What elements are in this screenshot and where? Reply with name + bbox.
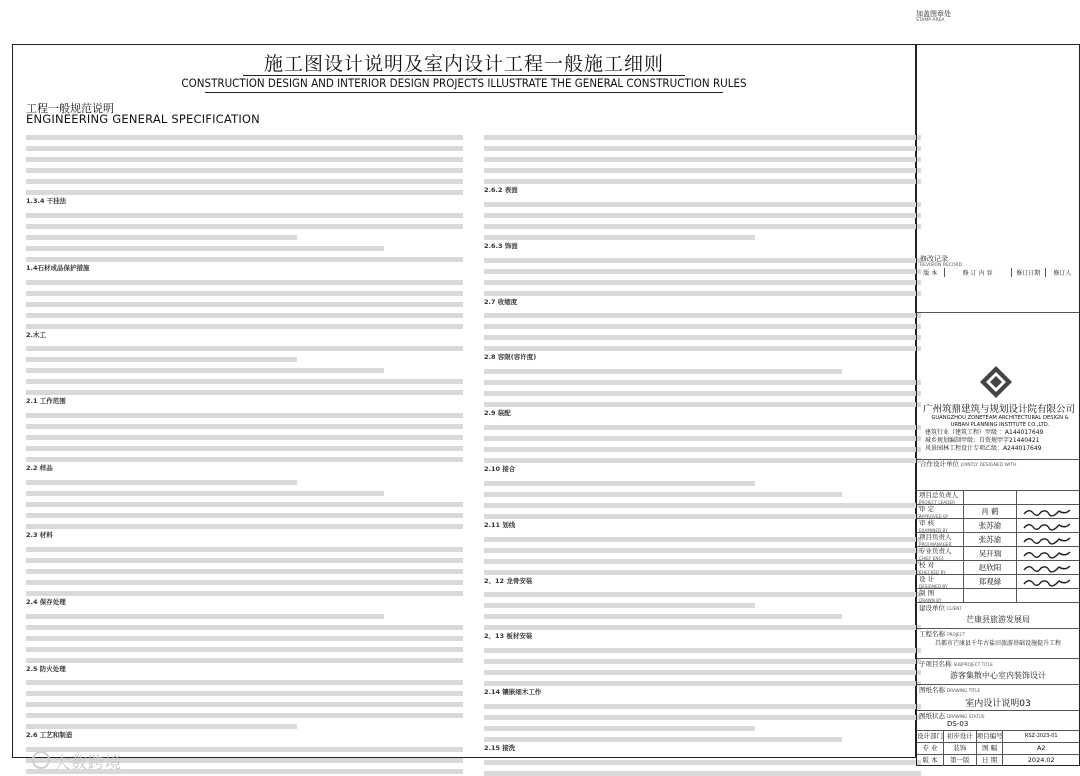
spec-text-line bbox=[26, 235, 297, 240]
spec-text-line bbox=[26, 457, 463, 462]
personnel-row bbox=[917, 519, 1079, 533]
drawing-number: DS-03 bbox=[947, 720, 969, 728]
personnel-row bbox=[917, 589, 1079, 603]
spec-heading: 2.10 接合 bbox=[484, 464, 516, 473]
role-label-cn: 审 核 bbox=[919, 519, 935, 527]
spec-heading: 2.7 收缩度 bbox=[484, 297, 518, 306]
spec-text-line bbox=[484, 380, 921, 385]
spec-text-line bbox=[484, 681, 921, 686]
person-name: 郑观緑 bbox=[963, 575, 1017, 588]
spec-text-line bbox=[484, 235, 755, 240]
spec-heading: 2.3 材料 bbox=[26, 530, 53, 539]
spec-text-line bbox=[484, 537, 921, 542]
spec-text-line bbox=[484, 324, 921, 329]
spec-text-line bbox=[484, 670, 921, 675]
spec-text-line bbox=[484, 135, 921, 140]
spec-text-line bbox=[26, 280, 463, 285]
project-label-cn: 工程名称 bbox=[919, 630, 945, 638]
spec-text-line bbox=[26, 713, 463, 718]
spec-text-line bbox=[484, 157, 921, 162]
role-label-en: CHECKED BY bbox=[919, 570, 946, 575]
spec-heading: 2.8 容限(容许度) bbox=[484, 353, 537, 362]
role-label-cn: 校 对 bbox=[919, 561, 935, 569]
qualification-list bbox=[925, 429, 1075, 453]
drawing-title-field bbox=[917, 685, 1079, 711]
rev-col: 修订日期 bbox=[1012, 268, 1046, 277]
sheet-info-grid bbox=[917, 731, 1079, 765]
spec-heading: 2、13 板材安装 bbox=[484, 632, 533, 641]
spec-text-line bbox=[26, 190, 463, 195]
dept-value: 初步设计 bbox=[944, 731, 977, 742]
joint-design-label-en: JOINTLY DESIGNED WITH bbox=[961, 463, 1017, 468]
spec-text-line bbox=[484, 369, 842, 374]
spec-text-line bbox=[26, 390, 463, 395]
spec-text-line bbox=[26, 413, 463, 418]
spec-text-line bbox=[26, 179, 463, 184]
rev-col: 修订人 bbox=[1053, 270, 1072, 277]
spec-text-line bbox=[26, 302, 463, 307]
spec-text-line bbox=[484, 168, 921, 173]
spec-text-line bbox=[26, 647, 463, 652]
spec-text-line bbox=[484, 715, 921, 720]
spec-text-line bbox=[26, 224, 463, 229]
subproject-label-cn: 子项目名称 bbox=[919, 660, 952, 668]
spec-text-line bbox=[26, 213, 463, 218]
spec-text-line bbox=[484, 481, 755, 486]
spec-text-line bbox=[484, 704, 921, 709]
spec-text-line bbox=[484, 269, 921, 274]
spec-text-line bbox=[484, 559, 921, 564]
spec-text-line bbox=[484, 391, 921, 396]
spec-text-line bbox=[484, 503, 921, 508]
spec-text-left-column bbox=[26, 129, 463, 774]
signature-image bbox=[1021, 521, 1073, 531]
sheet-title-cn: 施工图设计说明及室内设计工程一般施工细则 bbox=[263, 53, 664, 75]
spec-text-line bbox=[484, 179, 921, 184]
spec-text-line bbox=[26, 625, 463, 630]
subproject-field bbox=[917, 659, 1079, 685]
date-label: 日 期 bbox=[977, 755, 1004, 766]
project-label-en: PROJECT bbox=[947, 632, 966, 637]
role-label-cn: 审 定 bbox=[919, 505, 935, 513]
watermark-logo-icon bbox=[32, 751, 50, 769]
drawing-status-field bbox=[917, 711, 1079, 731]
spec-text-line bbox=[26, 157, 463, 162]
sheet-title-en: CONSTRUCTION DESIGN AND INTERIOR DESIGN PROJECTS ILLUSTRATE THE GENERAL CONSTRUCTION RULES bbox=[181, 76, 747, 90]
spec-text-line bbox=[26, 691, 463, 696]
spec-text-line bbox=[484, 436, 921, 441]
size-label: 图 幅 bbox=[977, 743, 1004, 754]
role-label-cn: 项目总负责人 bbox=[919, 491, 958, 499]
role-label-en: CHIEF ENGI. bbox=[919, 556, 945, 561]
spec-text-line bbox=[484, 291, 921, 296]
spec-text-line bbox=[26, 680, 463, 685]
spec-heading: 2.2 样品 bbox=[26, 464, 53, 473]
stamp-label-cn: 加盖图章处 bbox=[916, 10, 951, 18]
drawing-area bbox=[12, 44, 916, 758]
spec-text-line bbox=[484, 447, 921, 452]
spec-text-line bbox=[484, 592, 921, 597]
spec-text-line bbox=[26, 146, 463, 151]
spec-text-line bbox=[26, 368, 384, 373]
qualification-item: 城乡规划编制甲级：自资规甲字21440421 bbox=[925, 437, 1040, 444]
spec-text-line bbox=[26, 513, 463, 518]
signature-image bbox=[1021, 563, 1073, 573]
company-name-en: GUANGZHOU ZONETEAM ARCHITECTURAL DESIGN & URBAN PLANNING INSTITUTE CO.,LTD. bbox=[931, 415, 1069, 428]
client-value: 芒康县旅游发展局 bbox=[966, 615, 1030, 624]
spec-text-line bbox=[484, 603, 755, 608]
spec-text-line bbox=[26, 614, 384, 619]
spec-heading: 2.6 工艺和制造 bbox=[26, 731, 73, 740]
proj-no-label: 项目编号 bbox=[976, 732, 1003, 740]
person-name: 赵欣阳 bbox=[963, 561, 1017, 574]
qualification-item: 风景园林工程设计专项乙级：A244017649 bbox=[925, 445, 1042, 452]
spec-text-line bbox=[484, 425, 921, 430]
company-logo-icon bbox=[979, 365, 1013, 399]
spec-text-line bbox=[26, 636, 463, 641]
spec-heading: 2.6.2 表面 bbox=[484, 186, 518, 194]
spec-text-line bbox=[484, 614, 842, 619]
signature-image bbox=[1021, 535, 1073, 545]
spec-text-line bbox=[484, 737, 842, 742]
spec-text-line bbox=[484, 402, 921, 407]
spec-text-right-column bbox=[484, 129, 921, 776]
signature-image bbox=[1021, 577, 1073, 587]
spec-text-line bbox=[484, 280, 921, 285]
spec-text-line bbox=[26, 291, 463, 296]
revision-label-en: REVISION RECORD bbox=[920, 263, 963, 268]
date-value: 2024.02 bbox=[1027, 756, 1055, 764]
spec-text-line bbox=[26, 324, 463, 329]
client-field bbox=[917, 603, 1079, 629]
spec-text-line bbox=[26, 435, 463, 440]
personnel-row bbox=[917, 533, 1079, 547]
subproject-value: 游客集散中心室内装饰设计 bbox=[950, 671, 1046, 680]
status-label-en: DRAWING STATUS bbox=[947, 714, 985, 719]
spec-heading: 2.4 保存处理 bbox=[26, 597, 66, 606]
role-label-en: DRAWN BY bbox=[919, 598, 942, 603]
spec-text-line bbox=[484, 313, 921, 318]
joint-design-label-cn: 合作设计单位 bbox=[920, 460, 959, 468]
spec-text-line bbox=[26, 491, 384, 496]
spec-text-line bbox=[26, 257, 463, 262]
spec-text-line bbox=[484, 726, 755, 731]
project-field bbox=[917, 629, 1079, 659]
spec-text-line bbox=[26, 580, 463, 585]
spec-text-line bbox=[484, 346, 921, 351]
spec-heading: 2.6.3 饰面 bbox=[484, 241, 518, 250]
revision-table-header bbox=[917, 268, 1079, 277]
spec-text-line bbox=[26, 446, 463, 451]
client-label-en: CLIENT bbox=[947, 606, 962, 611]
spec-heading: 2.9 装配 bbox=[484, 409, 511, 418]
spec-text-line bbox=[26, 246, 384, 251]
rev-value: 第一版 bbox=[944, 755, 977, 766]
spec-text-line bbox=[26, 135, 463, 140]
personnel-row bbox=[917, 547, 1079, 561]
revision-label-cn: 修改记录 bbox=[920, 255, 948, 263]
signature-image bbox=[1021, 507, 1073, 517]
subproject-label-en: SUBPROJECT TITLE bbox=[953, 662, 993, 667]
rev-col: 修 订 内 容 bbox=[945, 268, 1012, 277]
spec-text-line bbox=[26, 524, 463, 529]
rev-label: 版 本 bbox=[917, 755, 944, 766]
personnel-row bbox=[917, 491, 1079, 505]
spec-heading: 2、12 龙骨安装 bbox=[484, 576, 533, 585]
role-label-en: DESIGNED BY bbox=[919, 584, 948, 589]
discipline-label: 专 业 bbox=[917, 743, 944, 754]
drawing-sheet bbox=[4, 4, 1076, 772]
spec-text-line bbox=[26, 591, 463, 596]
role-label-cn: 项目负责人 bbox=[919, 533, 952, 541]
spec-text-line bbox=[484, 548, 921, 553]
spec-heading: 1.4石材成品保护措施 bbox=[26, 263, 90, 272]
spec-text-line bbox=[484, 570, 921, 575]
role-label-cn: 设 计 bbox=[919, 575, 935, 583]
personnel-row bbox=[917, 505, 1079, 519]
spec-text-line bbox=[26, 569, 463, 574]
spec-text-line bbox=[26, 702, 463, 707]
dept-label: 设计部门 bbox=[917, 732, 943, 740]
role-label-en: APPROVED BY bbox=[919, 514, 949, 519]
section-title-en: ENGINEERING GENERAL SPECIFICATION bbox=[26, 112, 260, 126]
spec-heading: 2.15 接洗 bbox=[484, 743, 516, 752]
rev-col: 版 本 bbox=[917, 268, 945, 277]
watermark: 大数跨境 bbox=[54, 753, 123, 772]
spec-text-line bbox=[484, 224, 921, 229]
spec-text-line bbox=[26, 558, 463, 563]
status-label-cn: 图纸状态 bbox=[919, 712, 945, 720]
spec-text-line bbox=[26, 357, 297, 362]
client-label-cn: 建设单位 bbox=[919, 604, 945, 612]
spec-text-line bbox=[484, 760, 921, 765]
personnel-row bbox=[917, 561, 1079, 575]
role-label-cn: 专业负责人 bbox=[919, 547, 952, 555]
person-name bbox=[963, 491, 1017, 504]
company-name-cn: 广州筑鼎建筑与规划设计院有限公司 bbox=[922, 404, 1075, 415]
spec-text-line bbox=[26, 313, 463, 318]
spec-text-line bbox=[26, 724, 297, 729]
joint-design-field bbox=[917, 459, 1079, 491]
title-block bbox=[916, 44, 1080, 766]
spec-text-line bbox=[484, 458, 921, 463]
discipline-value: 装饰 bbox=[944, 743, 977, 754]
revision-record bbox=[917, 255, 1079, 313]
spec-text-line bbox=[26, 658, 463, 663]
spec-heading: 1.3.4 干挂法 bbox=[26, 197, 67, 205]
spec-text-line bbox=[26, 502, 463, 507]
project-value: 昌都市芒康县千年古盐田旅游基础设施提升工程 bbox=[934, 640, 1061, 647]
spec-heading: 2.14 镶嵌细木工作 bbox=[484, 688, 542, 697]
spec-heading: 2.木工 bbox=[26, 330, 46, 339]
spec-text-line bbox=[26, 346, 463, 351]
spec-text-line bbox=[484, 625, 921, 630]
person-name: 肖 鹤 bbox=[963, 505, 1017, 518]
spec-text-line bbox=[484, 771, 921, 776]
section-title-cn: 工程一般规范说明 bbox=[26, 102, 114, 115]
drawing-title-label-cn: 图纸名称 bbox=[919, 686, 945, 694]
person-name: 张苏渝 bbox=[963, 519, 1017, 532]
role-label-en: PROJ.MANAGER bbox=[919, 542, 952, 547]
person-name bbox=[963, 589, 1017, 602]
personnel-row bbox=[917, 575, 1079, 589]
spec-heading: 2.5 防火处理 bbox=[26, 664, 66, 673]
stamp-area bbox=[916, 10, 951, 23]
person-name: 张苏渝 bbox=[963, 533, 1017, 546]
size-value: A2 bbox=[1036, 744, 1046, 752]
spec-text-line bbox=[26, 480, 297, 485]
person-name: 吴开瑞 bbox=[963, 547, 1017, 560]
title-rule bbox=[205, 92, 723, 93]
role-label-en: PROJECT LEADER bbox=[919, 500, 956, 505]
signature-image bbox=[1021, 549, 1073, 559]
spec-text-line bbox=[484, 202, 921, 207]
spec-text-line bbox=[26, 379, 463, 384]
spec-text-line bbox=[26, 547, 463, 552]
qualification-item: 建筑行业（建筑工程）甲级 ：A144017649 bbox=[925, 429, 1044, 436]
spec-text-line bbox=[26, 168, 463, 173]
spec-text-line bbox=[484, 258, 921, 263]
spec-text-line bbox=[484, 146, 921, 151]
spec-text-line bbox=[484, 659, 921, 664]
role-label-cn: 制 图 bbox=[919, 589, 935, 597]
spec-text-line bbox=[484, 335, 921, 340]
stamp-label-en: STAMP AREA bbox=[916, 18, 945, 23]
proj-no-value: RSZ-2023-01 bbox=[1024, 733, 1058, 739]
role-label-en: EXAMINED BY bbox=[919, 528, 948, 533]
spec-heading: 2.11 划线 bbox=[484, 520, 516, 529]
drawing-title-value: 室内设计说明03 bbox=[965, 699, 1031, 709]
spec-text-line bbox=[484, 648, 921, 653]
spec-text-line bbox=[484, 213, 921, 218]
spec-heading: 2.1 工作范围 bbox=[26, 397, 66, 406]
drawing-title-label-en: DRAWING TITLE bbox=[947, 688, 981, 693]
spec-text-line bbox=[484, 492, 842, 497]
spec-text-line bbox=[484, 514, 921, 519]
spec-text-line bbox=[26, 424, 463, 429]
